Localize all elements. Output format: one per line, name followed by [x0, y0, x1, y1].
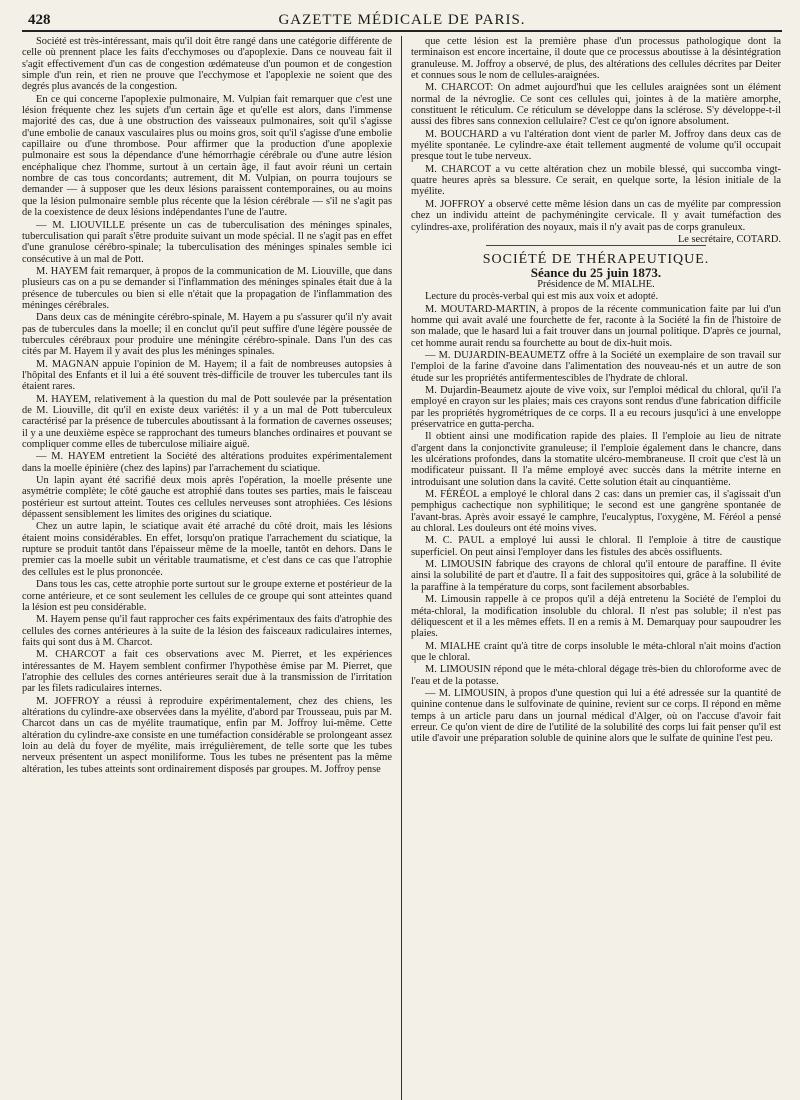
paragraph: M. Limousin rappelle à ce propos qu'il a déjà entretenu la Société de l'emploi du méta-chloral, la modification insoluble du chloral. Il n'est pas soluble; il n'est pas déliquescent et il a les mêmes effets. Il en a remis à M. Demarquay pour saupoudrer les plaies. — [411, 594, 781, 640]
paragraph: M. BOUCHARD a vu l'altération dont vient de parler M. Joffroy dans deux cas de myélite spontanée. Le cylindre-axe était tellement augmenté de volume qu'il occupait presque tout le tube nerveux. — [411, 128, 781, 163]
paragraph: M. LIMOUSIN répond que le méta-chloral dégage très-bien du chloroforme avec de l'eau et de la potasse. — [411, 664, 781, 687]
paragraph: M. JOFFROY a observé cette même lésion dans un cas de myélite par compression chez un individu atteint de pachyméningite cervicale. Il y avait tuméfaction des cylindres-axe, prolifération des noyaux, mais il n'y avait pas de corps granuleux. — [411, 198, 781, 233]
paragraph: M. HAYEM fait remarquer, à propos de la communication de M. Liouville, que dans plusieurs cas on a pu se demander si l'inflammation des méninges spinales était due à la présence de tubercules ou bien si elle n'était que la propagation de l'inflammation des méninges cérébrales. — [22, 265, 392, 311]
right-column — [401, 36, 781, 1100]
paragraph: M. MOUTARD-MARTIN, à propos de la récente communication faite par lui d'un homme qui avait avalé une fourchette de fer, raconte à la Société la fin de l'histoire de son malade, que le hasard lui a fait trouver dans un journal politique. D'après ce journal, cet homme aurait rendu sa fourchette au bout de dix-huit mois. — [411, 303, 781, 349]
paragraph: — M. LIMOUSIN, à propos d'une question qui lui a été adressée sur la quantité de quinine contenue dans le sulfovinate de quinine, revient sur ce corps. Il répond en même temps à un article paru dans un journal médical d'Alger, où on l'accuse d'avoir fait erreur. Ce qu'on vient de dire de l'utilité de la solubilité des corps lui fait penser qu'il est utile d'avoir une préparation soluble de quinine alors que le sulfate de quinine l'est peu. — [411, 687, 781, 745]
journal-title: GAZETTE MÉDICALE DE PARIS. — [278, 12, 526, 28]
page-number: 428 — [28, 12, 51, 28]
paragraph: M. FÉRÉOL a employé le chloral dans 2 cas: dans un premier cas, il s'agissait d'un pemphigus cachectique non syphilitique; le second est une gangrène spontanée de l'avant-bras. Après avoir essayé le camphre, l'eucalyptus, l'oxygène, M. Féréol a pensé au chloral. Les douleurs ont été moins vives. — [411, 489, 781, 535]
section-title: SOCIÉTÉ DE THÉRAPEUTIQUE. — [482, 252, 710, 268]
paragraph: Dans tous les cas, cette atrophie porte surtout sur le groupe externe et postérieur de la corne antérieure, et ce sont seulement les cellules de ce groupe qui sont atteintes quand la lésion est peu considérable. — [22, 579, 392, 613]
paragraph: M. Dujardin-Beaumetz ajoute de vive voix, sur l'emploi médical du chloral, qu'il l'a employé en crayon sur les plaies; mais ces crayons sont rendus d'une fabrication difficile par les propriétés hygrométriques de ce corps. Il a eu recours jusqu'ici à une enveloppe préservatrice en gutta-percha. — [411, 384, 781, 430]
paragraph: M. MAGNAN appuie l'opinion de M. Hayem; il a fait de nombreuses autopsies à l'hôpital des Enfants et il lui a été souvent très-difficile de trouver les tubercules tant ils étaient rares. — [22, 358, 392, 393]
paragraph: M. CHARCOT: On admet aujourd'hui que les cellules araignées sont un élément normal de la névroglie. Ce sont ces cellules qui, jointes à de la matière amorphe, constituent le réticulum. Ce réticulum se développe dans la sclérose. S'y développe-t-il aussi des fibres sans connexion cellulaire? C'est ce qu'on ignore absolument. — [411, 82, 781, 128]
paragraph: M. HAYEM, relativement à la question du mal de Pott soulevée par la présentation de M. Liouville, dit qu'il en existe deux variétés: il y a un mal de Pott tuberculeux caractérisé par la présence de tubercules aboutissant à la formation de cavernes osseuses; il y a une deuxième espèce se rapprochant des tumeurs blanches ordinaires et pouvant se compliquer comme elles de tuberculose miliaire aiguë. — [22, 393, 392, 451]
paragraph: M. CHARCOT a vu cette altération chez un mobile blessé, qui succomba vingt-quatre heures après sa blessure. Ce serait, en quelque sorte, la lésion initiale de la myélite. — [411, 163, 781, 198]
paragraph: M. CHARCOT a fait ces observations avec M. Pierret, et les expériences intéressantes de M. Hayem semblent confirmer l'hypothèse émise par M. Pierret, que l'atrophie des cellules des cornes antérieures serait due à la transmission de l'irritation par les filets radiculaires internes. — [22, 649, 392, 695]
paragraph: — M. LIOUVILLE présente un cas de tuberculisation des méninges spinales, tuberculisation qui paraît s'être produite suivant un mode spécial. Il ne s'agit pas en effet d'une granulose cérébro-spinale; la tuberculisation des méninges spinales semble ici consécutive à un mal de Pott. — [22, 219, 392, 265]
paragraph: M. Hayem pense qu'il faut rapprocher ces faits expérimentaux des faits d'atrophie des cellules des cornes antérieures à la suite de la lésion des faisceaux radiculaires internes, faits qui sont dus à M. Charcot. — [22, 614, 392, 648]
presidency-line: Présidence de M. MIALHE. — [537, 278, 655, 290]
paragraph: En ce qui concerne l'apoplexie pulmonaire, M. Vulpian fait remarquer que c'est une lésion fréquente chez les sujets d'un certain âge et qu'elle est alors, dans l'immense majorité des cas, due à une obstruction des vaisseaux pulmonaires, soit qu'il s'agisse d'une embolie de canaux vasculaires plus ou moins gros, soit qu'il s'agisse d'une embolie capillaire ou d'une thrombose. Pour affirmer que la production d'une apoplexie pulmonaire est sous la dépendance d'une hémorrhagie cérébrale ou d'une autre lésion encéphalique chez l'homme, surtout à un certain âge, il faut avoir réuni un certain nombre de cas tous concordants; autrement, dit M. Vulpian, on pourra toujours se demander — à supposer que les deux lésions paraissent contemporaines, ou au moins que la lésion pulmonaire semble plus récente que la lésion cérébrale — s'il ne s'agit pas de la coexistence de deux lésions indépendantes l'une de l'autre. — [22, 93, 392, 219]
secretary-signature: Le secrétaire, COTARD. — [677, 233, 781, 245]
paragraph: — M. DUJARDIN-BEAUMETZ offre à la Société un exemplaire de son travail sur l'emploi de la farine d'avoine dans l'alimentation des nouveau-nés et un autre de son étude sur les propriétés antifermentescibles de l'hydrate de chloral. — [411, 349, 781, 384]
paragraph: Lecture du procès-verbal qui est mis aux voix et adopté. — [425, 291, 659, 303]
session-date: Séance du 25 juin 1873. — [530, 264, 662, 280]
paragraph: que cette lésion est la première phase d'un processus pathologique dont la terminaison est encore incertaine, il doute que ce processus aboutisse à la désintégration granuleuse. M. Joffroy a observé, de plus, des altérations des cellules décrites par Deiter et connues sous le nom de cellules-araignées. — [411, 36, 781, 82]
paragraph: Il obtient ainsi une modification rapide des plaies. Il l'emploie au lieu de nitrate d'argent dans la conjonctivite granuleuse; il l'emploie également dans le chancre, dans les ulcérations profondes, dans la stomatite ulcéro-membraneuse. Il croit que c'est là un modificateur puissant. Il l'a même employé avec succès dans la métrite interne en introduisant une solution dans la cavité. Cette solution était au cinquantième. — [411, 431, 781, 488]
paragraph: Chez un autre lapin, le sciatique avait été arraché du côté droit, mais les lésions étaient moins considérables. En effet, lorsqu'on pratique l'arrachement du sciatique, la rupture se produit tantôt dans l'épaisseur même de la moelle, tantôt en dehors. Dans le premier cas la moelle subit un véritable traumatisme, et c'est dans ce cas que l'atrophie des cellules est le plus prononcée. — [22, 521, 392, 578]
paragraph: M. JOFFROY a réussi à reproduire expérimentalement, chez des chiens, les altérations du cylindre-axe observées dans la myélite, d'abord par Trousseau, puis par M. Charcot dans un cas de myélite traumatique, enfin par M. Joffroy lui-même. Cette altération du cylindre-axe consiste en une tuméfaction considérable se prolongeant assez loin au delà du foyer de myélite, mais irrégulièrement, de telle sorte que les tubes nerveux présentent un aspect moniliforme. Tous les tubes ne présentent pas la même altération, les tubes atteints sont ordinairement disposés par groupes. M. Joffroy pense — [22, 695, 392, 775]
paragraph: M. C. PAUL a employé lui aussi le chloral. Il l'emploie à titre de caustique superficiel. On peut ainsi l'employer dans les fistules des abcès ossifluents. — [411, 535, 781, 558]
section-divider — [486, 245, 706, 246]
columns — [22, 36, 782, 1100]
paragraph: M. MIALHE craint qu'à titre de corps insoluble le méta-chloral n'ait moins d'action que le chloral. — [411, 640, 781, 663]
left-column — [22, 36, 401, 1100]
paragraph: Société est très-intéressant, mais qu'il doit être rangé dans une catégorie différente de celle où prennent place les faits d'ecchymoses ou d'apoplexie. Dans ce nouveau fait il s'agit effectivement d'un cas de congestion œdémateuse d'un poumon et de congestion simple d'un rein, et rien ne prouve que l'ecchymose et l'apoplexie ne soient que des degrés plus avancés de la congestion. — [22, 36, 392, 93]
paragraph: M. LIMOUSIN fabrique des crayons de chloral qu'il entoure de paraffine. Il évite ainsi la solubilité de part et d'autre. Il a fait des suppositoires qui, grâce à la solubilité de la paraffine à la température du corps, sont facilement absorbables. — [411, 559, 781, 593]
paragraph: Un lapin ayant été sacrifié deux mois après l'opération, la moelle présente une asymétrie complète; le côté gauche est atrophié dans toutes ses parties, mais le faisceau postérieur est surtout atteint. Toutes ces cellules nerveuses sont atrophiées. Ces lésions dépassent sensiblement les limites des origines du sciatique. — [22, 475, 392, 521]
paragraph: — M. HAYEM entretient la Société des altérations produites expérimentalement dans la moelle épinière (chez des lapins) par l'arrachement du sciatique. — [22, 451, 392, 474]
paragraph: Dans deux cas de méningite cérébro-spinale, M. Hayem a pu s'assurer qu'il n'y avait pas de tubercules dans la moelle; il en conclut qu'il peut suffire d'une légère poussée de tubercules cérébraux pour produire une méningite cérébro-spinale. Dans l'un des cas cités par M. Hayem il y avait des plus les méninges spinales. — [22, 312, 392, 358]
page-header — [22, 8, 782, 32]
